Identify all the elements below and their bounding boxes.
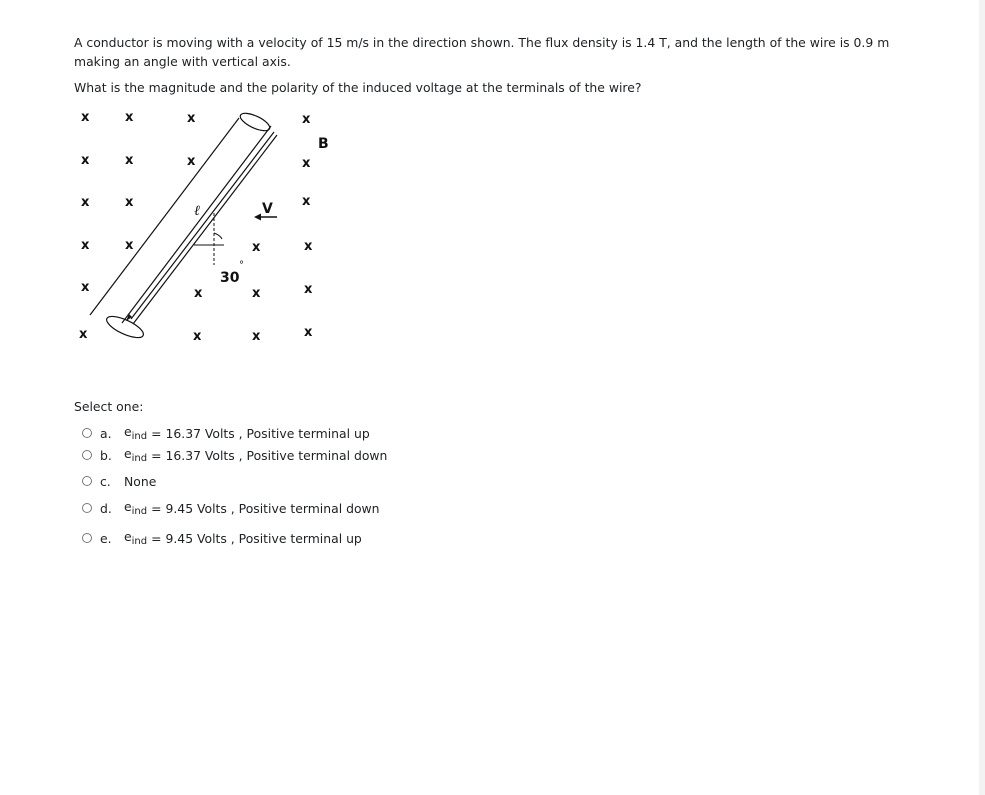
conductor-figure <box>74 105 344 350</box>
field-mark: x <box>302 156 311 171</box>
option-equals: = <box>151 425 162 441</box>
option-text: 16.37 Volts , Positive terminal up <box>165 425 370 441</box>
field-mark: x <box>252 329 261 344</box>
field-mark: x <box>79 327 88 342</box>
field-mark: x <box>187 154 196 169</box>
field-mark: x <box>194 286 203 301</box>
field-mark: x <box>81 195 90 210</box>
field-mark: x <box>252 286 261 301</box>
field-mark: x <box>304 325 313 340</box>
option-equals: = <box>151 447 162 463</box>
field-mark: x <box>125 153 134 168</box>
option-equals: = <box>151 530 162 546</box>
option-e[interactable] <box>82 527 387 549</box>
angle-unit: ° <box>239 260 244 271</box>
field-mark: x <box>125 238 134 253</box>
conductor-wire <box>90 110 277 342</box>
field-mark: x <box>125 110 134 125</box>
field-mark: x <box>187 111 196 126</box>
option-text: 16.37 Volts , Positive terminal down <box>165 447 388 463</box>
option-symbol: $e_{ind}$ <box>124 424 148 442</box>
field-mark: x <box>302 194 311 209</box>
option-symbol: $e_{ind}$ <box>124 529 148 547</box>
option-letter: e. <box>100 530 112 546</box>
select-one-prompt: Select one: <box>74 399 144 414</box>
radio-button[interactable] <box>82 450 92 460</box>
option-symbol: $e_{ind}$ <box>124 446 148 464</box>
option-symbol: $e_{ind}$ <box>124 499 148 517</box>
question-text <box>74 34 914 106</box>
field-mark: x <box>193 329 202 344</box>
field-marks <box>79 110 313 344</box>
question-paragraph-1: A conductor is moving with a velocity of 15 m/s in the direction shown. The flux density is 1.4 T, and the length of the wire is 0.9 m making an angle with vertical axis. <box>74 35 890 69</box>
radio-button[interactable] <box>82 533 92 543</box>
option-letter: b. <box>100 447 112 463</box>
option-text: 9.45 Volts , Positive terminal up <box>165 530 362 546</box>
field-mark: x <box>252 240 261 255</box>
option-b[interactable] <box>82 444 387 466</box>
option-equals: = <box>151 500 162 516</box>
field-mark: x <box>81 153 90 168</box>
field-mark: x <box>81 280 90 295</box>
flux-density-label: B <box>318 136 329 152</box>
conductor-diagram <box>74 105 344 350</box>
question-paragraph-2: What is the magnitude and the polarity of the induced voltage at the terminals of the wire? <box>74 80 642 95</box>
field-mark: x <box>304 239 313 254</box>
field-mark: x <box>304 282 313 297</box>
radio-button[interactable] <box>82 428 92 438</box>
radio-button[interactable] <box>82 476 92 486</box>
option-letter: a. <box>100 425 112 441</box>
angle-value: 30 <box>220 270 240 286</box>
option-letter: d. <box>100 500 112 516</box>
option-text: None <box>124 473 157 489</box>
option-c[interactable] <box>82 470 387 492</box>
answer-options <box>82 422 387 549</box>
field-mark: x <box>81 238 90 253</box>
option-text: 9.45 Volts , Positive terminal down <box>165 500 380 516</box>
option-d[interactable] <box>82 497 387 519</box>
radio-button[interactable] <box>82 503 92 513</box>
option-letter: c. <box>100 473 111 489</box>
field-mark: x <box>302 112 311 127</box>
scrollbar-track[interactable] <box>979 0 985 795</box>
field-mark: x <box>81 110 90 125</box>
field-mark: x <box>125 195 134 210</box>
velocity-label: V <box>262 201 273 217</box>
option-a[interactable] <box>82 422 387 444</box>
length-label: ℓ <box>194 203 200 219</box>
